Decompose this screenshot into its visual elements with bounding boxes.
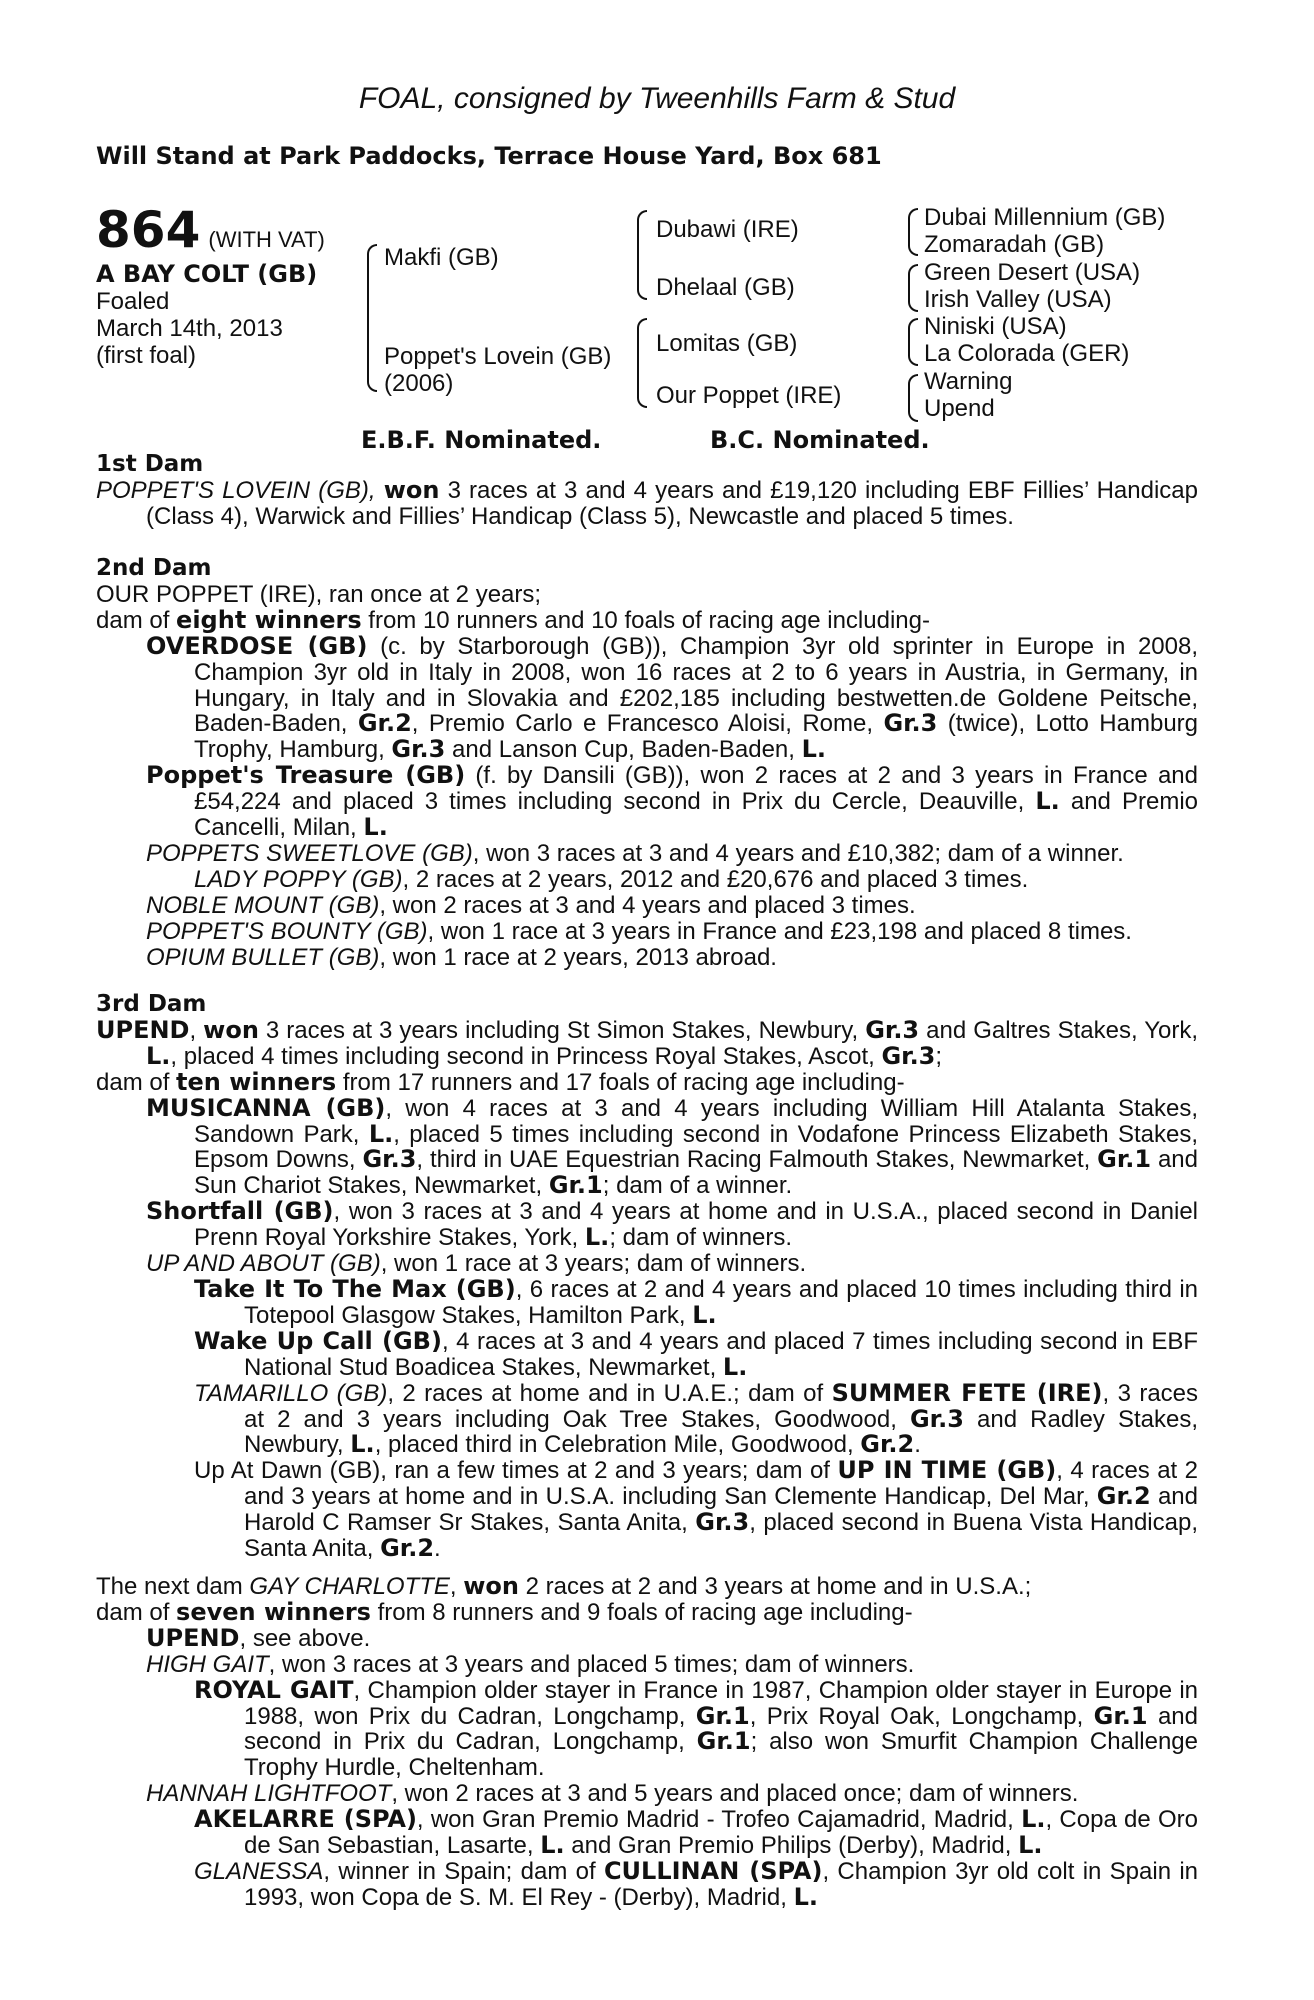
pedigree-dam-sire: Lomitas (GB) [656, 330, 798, 357]
next-dam-text [96, 1574, 1198, 1600]
text: , third in UAE Equestrian Racing Falmouth Stakes, Newmarket, [416, 1146, 1098, 1174]
horse-name: OPIUM BULLET (GB) [146, 943, 380, 971]
pedigree-gg2: Zomaradah (GB) [924, 231, 1105, 258]
grade: Gr.2 [1096, 1482, 1151, 1511]
grade: L. [793, 1882, 818, 1911]
horse-name: GAY CHARLOTTE [249, 1573, 450, 1600]
text: ; dam of winners. [609, 1224, 793, 1252]
horse-name: AKELARRE (SPA) [194, 1805, 417, 1834]
horse-name: UPEND [146, 1623, 240, 1652]
next-dam-produce [96, 1597, 1198, 1626]
text: , [449, 1573, 464, 1600]
horse-name: UPEND [96, 1015, 190, 1044]
pedigree-dam-dam: Our Poppet (IRE) [656, 382, 842, 409]
text: , Prix Royal Oak, Longchamp, [749, 1702, 1094, 1730]
text: (f. by Dansili (GB)), won 2 races at 2 and 3 years in France and £54,224 and placed 3 times including second in Prix du Cercle, Deauville, [194, 762, 1198, 816]
pedigree-brace [908, 374, 918, 422]
text: , 4 races at 2 and 3 years at home and in U.S.A. including San Clemente Handicap, Del Mar, [244, 1457, 1198, 1511]
third-dam-title: 3rd Dam [96, 991, 207, 1017]
second-dam-line: OUR POPPET (IRE), ran once at 2 years; [96, 580, 542, 608]
text: , see above. [239, 1624, 371, 1652]
text: from 8 runners and 9 foals of racing age including- [370, 1598, 913, 1626]
text: . [434, 1535, 441, 1563]
horse-name: NOBLE MOUNT (GB) [146, 891, 380, 919]
text: , 3 races at 2 and 3 years including Oak Tree Stakes, Goodwood, [244, 1379, 1199, 1433]
horse-name: ROYAL GAIT [194, 1675, 354, 1704]
grade: Gr.2 [357, 709, 412, 738]
text: 3 races at 3 and 4 years and £19,120 including EBF Fillies’ Handicap (Class 4), Warwick and Fillies’ Handicap (Class 5), Newcastle and placed 5 times. [146, 476, 1199, 530]
text: , won 3 races at 3 and 4 years at home and in U.S.A., placed second in Daniel Prenn Royal Yorkshire Stakes, York, [194, 1198, 1199, 1252]
text: , won 1 race at 2 years, 2013 abroad. [379, 943, 777, 971]
horse-name: LADY POPPY (GB) [194, 865, 403, 893]
consignor-header: FOAL, consigned by Tweenhills Farm & Stud [358, 82, 956, 115]
grade: L. [722, 1352, 748, 1381]
grade: Gr.3 [909, 1404, 964, 1433]
pedigree-dam: Poppet's Lovein (GB) [384, 343, 612, 370]
horse-name: Poppet's Treasure (GB) [146, 761, 466, 790]
first-dam-text [96, 475, 1199, 530]
grade: L. [368, 1119, 394, 1148]
produce-entry [96, 1807, 1198, 1859]
text: , placed 4 times including second in Princess Royal Stakes, Ascot, [170, 1042, 882, 1070]
produce-entry [96, 763, 1198, 841]
winners-count: ten winners [176, 1067, 337, 1096]
grade: L. [1018, 1831, 1043, 1860]
grade: L. [540, 1831, 565, 1860]
pedigree-sire-sire: Dubawi (IRE) [656, 216, 799, 243]
third-dam-text [96, 1015, 1198, 1070]
dam-name: POPPET'S LOVEIN (GB), [96, 476, 384, 504]
pedigree-brace [637, 318, 647, 408]
grade: Gr.3 [695, 1508, 750, 1537]
vat-note: (WITH VAT) [208, 227, 325, 252]
grade: Gr.1 [696, 1727, 751, 1756]
first-dam-title: 1st Dam [96, 451, 204, 477]
next-dam-section [96, 1574, 1198, 1911]
text: , won Gran Premio Madrid - Trofeo Cajamadrid, Madrid, [416, 1806, 1022, 1834]
won-label: won [383, 475, 440, 504]
horse-name: CULLINAN (SPA) [603, 1856, 823, 1885]
text: dam of [96, 1598, 177, 1626]
grade: Gr.1 [1093, 1701, 1148, 1730]
pedigree-brace [367, 244, 377, 392]
text: dam of [96, 606, 177, 634]
lot-number-value: 864 [96, 201, 201, 259]
text: , placed third in Celebration Mile, Goodwood, [374, 1431, 861, 1459]
winners-count: eight winners [176, 605, 362, 634]
text: , won 1 race at 3 years; dam of winners. [380, 1250, 807, 1278]
text: and Premio Cancelli, Milan, [194, 788, 1198, 842]
third-dam-section [96, 992, 1198, 1562]
second-dam-section [96, 556, 1198, 971]
grade: L. [350, 1430, 375, 1459]
produce-entry [96, 1274, 1198, 1329]
text: (twice), Lotto Hamburg Trophy, Hamburg, [194, 710, 1198, 764]
pedigree-gg8: Upend [924, 395, 995, 422]
lot-number [96, 202, 325, 268]
pedigree-brace [908, 264, 918, 312]
first-dam-section [96, 452, 1198, 530]
horse-name: UP IN TIME (GB) [837, 1456, 1057, 1485]
text: , winner in Spain; dam of [323, 1857, 604, 1885]
grade: Gr.1 [1097, 1145, 1152, 1174]
text: and Sun Chariot Stakes, Newmarket, [194, 1146, 1199, 1200]
horse-name: MUSICANNA (GB) [146, 1093, 386, 1122]
horse-name: UP AND ABOUT (GB) [146, 1250, 381, 1278]
pedigree-gg5: Niniski (USA) [924, 313, 1067, 340]
text: and Galtres Stakes, York, [919, 1016, 1198, 1044]
produce-entry [96, 1251, 1198, 1277]
text: . [914, 1431, 921, 1459]
pedigree-gg3: Green Desert (USA) [924, 259, 1141, 286]
grade: L. [363, 813, 388, 842]
text: , won 1 race at 3 years in France and £23,198 and placed 8 times. [427, 917, 1132, 945]
text: , 2 races at 2 years, 2012 and £20,676 and placed 3 times. [402, 865, 1029, 893]
text: and Radley Stakes, Newbury, [244, 1405, 1199, 1459]
pedigree-gg4: Irish Valley (USA) [924, 286, 1112, 313]
text: dam of [96, 1068, 177, 1096]
text: 3 races at 3 years including St Simon Stakes, Newbury, [258, 1016, 866, 1044]
text: , [189, 1016, 204, 1044]
produce-entry [96, 945, 1198, 971]
pedigree-brace [908, 208, 918, 256]
grade: Gr.1 [695, 1701, 750, 1730]
text: , won 2 races at 3 and 4 years and placed 3 times. [379, 891, 916, 919]
text: 2 races at 2 and 3 years at home and in U.S.A.; [519, 1573, 1032, 1600]
text: ; [935, 1042, 943, 1070]
horse-name: POPPETS SWEETLOVE (GB) [146, 839, 473, 867]
horse-name: OVERDOSE (GB) [146, 631, 368, 660]
foal-note: (first foal) [96, 342, 197, 369]
text: ; dam of a winner. [602, 1172, 793, 1200]
grade: Gr.2 [380, 1534, 435, 1563]
pedigree-gg6: La Colorada (GER) [924, 340, 1130, 367]
produce-entry [96, 1856, 1199, 1911]
text: The next dam [96, 1573, 250, 1600]
won-label: won [463, 1572, 519, 1600]
horse-name: HIGH GAIT [146, 1650, 269, 1678]
foaled-date: March 14th, 2013 [96, 315, 283, 342]
text: , placed 5 times including second in Vodafone Princess Elizabeth Stakes, Epsom Downs, [194, 1120, 1198, 1174]
text: , won 3 races at 3 years and placed 5 times; dam of winners. [268, 1650, 915, 1678]
produce-entry [96, 919, 1198, 945]
produce-entry [96, 867, 1198, 893]
horse-name: POPPET'S BOUNTY (GB) [146, 917, 428, 945]
stand-location: Will Stand at Park Paddocks, Terrace House Yard, Box 681 [96, 142, 882, 170]
text: and second in Prix du Cadran, Longchamp, [244, 1702, 1198, 1756]
pedigree-brace [908, 318, 918, 366]
produce-entry [96, 1458, 1198, 1562]
produce-entry [96, 631, 1198, 764]
grade: Gr.3 [883, 709, 938, 738]
text: , won 2 races at 3 and 5 years and placed once; dam of winners. [391, 1780, 1079, 1808]
horse-name: HANNAH LIGHTFOOT [146, 1780, 392, 1808]
horse-name: Take It To The Max (GB) [194, 1274, 516, 1303]
pedigree-gg1: Dubai Millennium (GB) [924, 204, 1166, 231]
produce-entry [96, 1326, 1198, 1381]
produce-entry [96, 1199, 1198, 1251]
third-dam-produce [96, 1067, 1198, 1096]
text: , Champion 3yr old colt in Spain in 1993, won Copa de S. M. El Rey - (Derby), Madrid, [244, 1857, 1199, 1911]
text: , placed second in Buena Vista Handicap, Santa Anita, [244, 1509, 1199, 1563]
grade: Gr.2 [860, 1430, 915, 1459]
ebf-nomination: E.B.F. Nominated. [361, 426, 602, 454]
grade: L. [1035, 787, 1060, 816]
text: ; also won Smurfit Champion Challenge Trophy Hurdle, Cheltenham. [244, 1728, 1198, 1782]
pedigree-sire: Makfi (GB) [384, 244, 499, 271]
produce-entry [96, 841, 1198, 867]
pedigree-brace [637, 210, 647, 300]
text: , 2 races at home and in U.A.E.; dam of [387, 1379, 832, 1407]
grade: Gr.3 [391, 735, 446, 764]
text: and Lanson Cup, Baden-Baden, [445, 736, 802, 764]
grade: L. [584, 1223, 610, 1252]
pedigree-gg7: Warning [924, 368, 1013, 395]
text: from 17 runners and 17 foals of racing age including- [336, 1068, 905, 1096]
pedigree-sire-dam: Dhelaal (GB) [656, 274, 795, 301]
produce-entry [96, 1781, 1198, 1807]
bc-nomination: B.C. Nominated. [710, 426, 930, 454]
text: , 4 races at 3 and 4 years and placed 7 times including second in EBF National Stud Boadicea Stakes, Newmarket, [244, 1327, 1198, 1381]
grade: L. [692, 1300, 717, 1329]
grade: Gr.3 [865, 1015, 920, 1044]
produce-entry [96, 893, 1198, 919]
grade: Gr.3 [362, 1145, 417, 1174]
foaled-label: Foaled [96, 288, 170, 315]
produce-entry [96, 1378, 1199, 1459]
produce-entry [96, 1652, 1198, 1678]
horse-name: Wake Up Call (GB) [194, 1326, 442, 1355]
lot-name: A BAY COLT (GB) [96, 260, 318, 288]
grade: L. [801, 735, 827, 764]
grade: Gr.3 [881, 1041, 936, 1070]
text: , Copa de Oro de San Sebastian, Lasarte, [244, 1806, 1199, 1860]
won-label: won [203, 1015, 259, 1044]
text: and Harold C Ramser Sr Stakes, Santa Anita, [244, 1483, 1198, 1537]
text: and Gran Premio Philips (Derby), Madrid, [564, 1832, 1019, 1860]
horse-name: TAMARILLO (GB) [194, 1379, 388, 1407]
horse-name: GLANESSA [194, 1857, 324, 1885]
second-dam-title: 2nd Dam [96, 555, 212, 581]
pedigree-dam-year: (2006) [384, 370, 454, 397]
produce-entry [96, 1093, 1199, 1200]
text: , 6 races at 2 and 4 years and placed 10 times including third in Totepool Glasgow Stakes, Hamilton Park, [244, 1275, 1198, 1329]
text: (c. by Starborough (GB)), Champion 3yr old sprinter in Europe in 2008, Champion 3yr old in Italy in 2008, won 16 races at 2 to 6 years in Austria, in Germany, in Hungary, in Italy and in Slovakia and £202,185 including bestwetten.de Goldene Peitsche, Baden-Baden, [194, 632, 1198, 738]
produce-entry [96, 1675, 1199, 1782]
text: , Champion older stayer in France in 1987, Champion older stayer in Europe in 1988, won Prix du Cadran, Longchamp, [244, 1676, 1199, 1730]
text: , Premio Carlo e Francesco Aloisi, Rome, [411, 710, 884, 738]
grade: L. [1021, 1805, 1046, 1834]
grade: Gr.1 [548, 1171, 603, 1200]
grade: L. [146, 1041, 171, 1070]
text: from 10 runners and 10 foals of racing age including- [361, 606, 930, 634]
horse-name: Shortfall (GB) [146, 1197, 334, 1226]
winners-count: seven winners [176, 1597, 371, 1626]
produce-entry [96, 1623, 1198, 1652]
second-dam-produce [96, 605, 1198, 634]
text: Up At Dawn (GB), ran a few times at 2 and 3 years; dam of [194, 1457, 838, 1485]
text: , won 3 races at 3 and 4 years and £10,382; dam of a winner. [472, 839, 1124, 867]
text: , won 4 races at 3 and 4 years including William Hill Atalanta Stakes, Sandown Park, [194, 1094, 1198, 1148]
horse-name: SUMMER FETE (IRE) [831, 1378, 1103, 1407]
